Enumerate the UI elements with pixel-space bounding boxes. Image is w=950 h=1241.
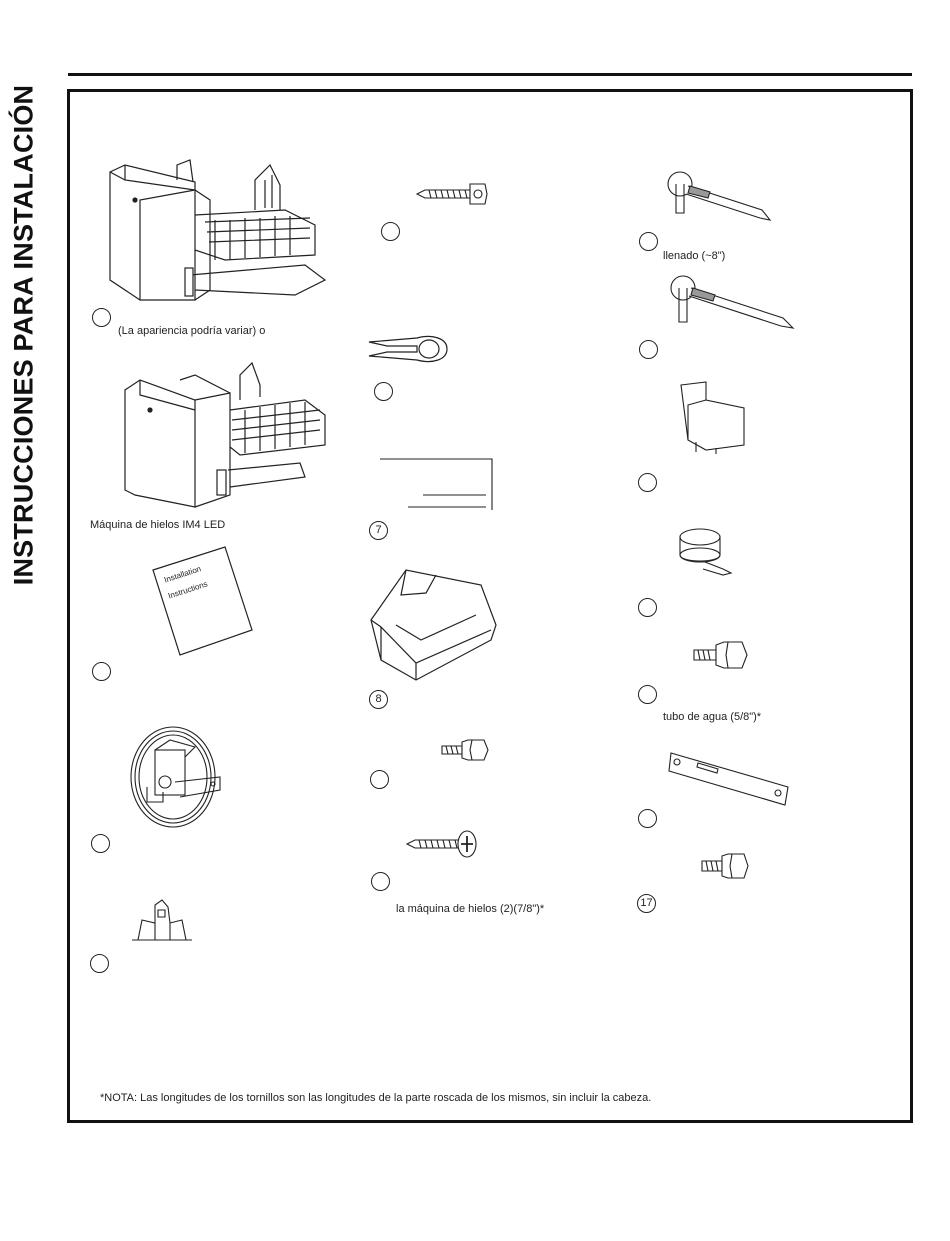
im4-icemaker-illustration xyxy=(120,355,330,510)
item-number-17: 17 xyxy=(637,894,656,913)
booklet-line-2: Instructions xyxy=(167,579,209,601)
item-number-9 xyxy=(370,770,389,789)
item-number-7: 7 xyxy=(369,521,388,540)
ice-bucket-illustration xyxy=(366,565,501,685)
item-number-16 xyxy=(638,809,657,828)
icemaker-caption: (La apariencia podría variar) o xyxy=(118,325,266,337)
tube-diagram xyxy=(378,455,496,513)
booklet-line-1: Installation xyxy=(163,564,203,585)
bolt-caption: tubo de agua (5/8")* xyxy=(663,711,762,723)
tube-clamp-illustration xyxy=(367,330,452,368)
item-number-3 xyxy=(92,662,111,681)
side-title xyxy=(2,40,46,630)
item-number-11 xyxy=(639,232,658,251)
screw-caption: la máquina de hielos (2)(7/8")* xyxy=(396,903,545,915)
hex-bolt-illustration-3 xyxy=(700,852,750,880)
side-title-text: INSTRUCCIONES PARA INSTALACIÓN xyxy=(8,84,39,586)
flat-bracket-illustration xyxy=(663,745,795,810)
item-number-5 xyxy=(90,954,109,973)
water-valve-illustration xyxy=(125,722,225,830)
item-number-13 xyxy=(638,473,657,492)
hex-bolt-illustration-1 xyxy=(440,738,490,762)
cover-illustration xyxy=(676,380,751,455)
item-number-12 xyxy=(639,340,658,359)
item-number-14 xyxy=(638,598,657,617)
fill-tube-illustration-1 xyxy=(662,168,777,230)
fill-tube-caption: llenado (~8") xyxy=(663,250,726,262)
item-number-2 xyxy=(381,222,400,241)
top-rule xyxy=(68,73,912,76)
hex-bolt-illustration-2 xyxy=(692,640,750,670)
item-number-8: 8 xyxy=(369,690,388,709)
fill-tube-illustration-2 xyxy=(665,272,800,334)
phillips-screw-illustration xyxy=(405,828,480,860)
item-number-1 xyxy=(92,308,111,327)
screw-length-note: *NOTA: Las longitudes de los tornillos son las longitudes de la parte roscada de los mismos, sin incluir la cabeza. xyxy=(100,1092,652,1104)
item-number-6 xyxy=(374,382,393,401)
im4-caption: Máquina de hielos IM4 LED xyxy=(90,519,226,531)
bracket-illustration xyxy=(130,895,196,945)
icemaker-illustration xyxy=(105,160,330,305)
item-number-10 xyxy=(371,872,390,891)
hose-clamp-illustration xyxy=(675,525,735,580)
item-number-15 xyxy=(638,685,657,704)
instructions-booklet-illustration xyxy=(150,545,255,657)
hex-screw-illustration xyxy=(415,178,490,210)
item-number-4 xyxy=(91,834,110,853)
